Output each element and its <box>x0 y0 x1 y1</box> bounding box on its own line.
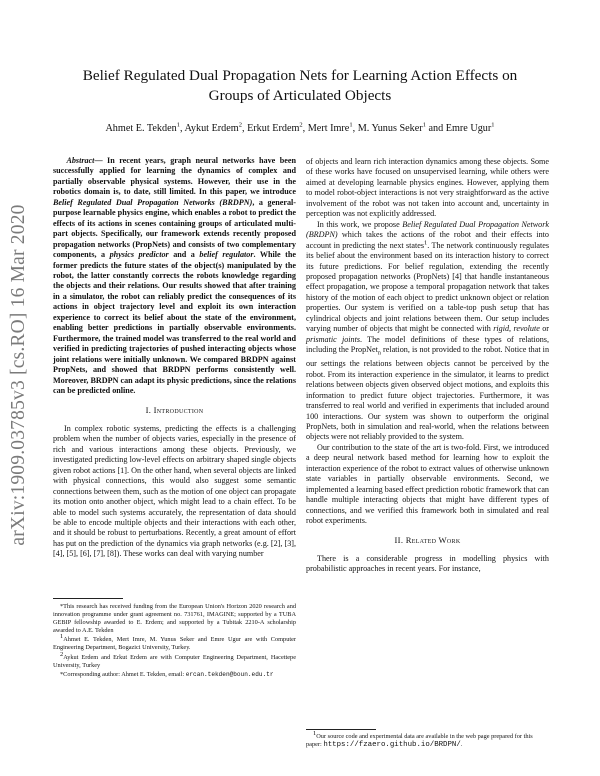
author-list: Ahmet E. Tekden$^1$, Aykut Erdem$^2$, Erkut Erdem$^2$, Mert Imre$^1$, M. Yunus Seker$^1$ and Emre Ugur$^1$ <box>105 121 495 134</box>
author-name: Aykut Erdem <box>184 123 239 134</box>
funding-footnote: *This research has received funding from the European Union's Horizon 2020 research and innovation programme under grant agreement no. 731761, IMAGINE; supported by a TUBA GEBIP fellowship awarded to E. Erdem; and supported by a Tubitak 2210-A scholarship awarded to A.E. Tekden <box>53 603 296 635</box>
author-affiliation-mark: 1 <box>349 121 353 129</box>
author-name: Ahmet E. Tekden <box>105 123 177 134</box>
right-column <box>306 157 549 575</box>
author-name: Erkut Erdem <box>247 123 300 134</box>
paper-title: Belief Regulated Dual Propagation Nets for Learning Action Effects on Groups of Articulated Objects <box>82 67 518 104</box>
abstract: Abstract— In recent years, graph neural networks have been successfully applied for learning the dynamics of complex and partially observable physical systems. However, their use in the robotics domain is, to date, still limited. In this paper, we introduce Belief Regulated Dual Propagation Networks (BRDPN), a general-purpose learnable physics engine, which enables a robot to predict the effects of its actions in scenes containing groups of articulated multi-part objects. Specifically, our framework extends recently proposed propagation networks (PropNets) and consists of two complementary components, a physics predictor and a belief regulator. While the former predicts the future states of the object(s) manipulated by the robot, the latter constantly corrects the robots knowledge regarding the objects and their relations. Our results showed that after training in a simulator, the robot can reliably predict the consequences of its actions in object trajectory level and exploit its own interaction experience to correct its belief about the state of the environment, enabling better predictions in partially observable environments. Furthermore, the trained model was transferred to the real world and verified in predicting trajectories of pushed interacting objects whose joint relations were initially unknown. We compared BRDPN against PropNets, and showed that BRDPN performs consistently well. Moreover, BRDPN can adapt its physic predictions, since the relations can be predicted online. <box>53 156 296 395</box>
arxiv-stamp <box>2 140 36 610</box>
intro-paragraph-3: In this work, we propose Belief Regulated Dual Propagation Network (BRDPN) which takes the actions of the robot and their effects into account in predicting the next states$^1$. The network continuously regulates its belief about the environment based on its interaction history to correct its future predictions. For belief regulation, extending the recently proposed propagation networks (PropNets) [4] that handle instantaneous effect propagation, we propose a temporal propagation network that takes history of the motion of each object to predict unknown object or relation properties. Our system is verified on a table-top push setup that has cylindrical objects and joint relations between them. Our setup includes varying number of objects that might be connected with rigid, revolute or prismatic joints. The model definitions of these types of relations, including the PropNet$_n$ relation, is not provided to the robot. Notice that in our settings the relations between objects cannot be perceived by the robot. From its interaction experience in the simulator, it learns to predict relations between objects given observed object motions, and exploits this information to predict future object trajectories. Furthermore, it was transferred to real world and verified in experiments that included around 100 interactions. Our system was shown to outperform the original PropNets, both in simulation and real-world, when the relations between objects were not reliably provided to the system. <box>306 219 550 442</box>
footnote-divider <box>53 598 123 599</box>
author-affiliation-mark: 2 <box>238 121 242 129</box>
affiliation-footnote-2: $^2$Aykut Erdem and Erkut Erdem are with Computer Engineering Department, Hacettepe University, Turkey <box>53 650 296 669</box>
author-name: Emre Ugur <box>445 123 492 134</box>
intro-paragraph-4: Our contribution to the state of the art is two-fold. First, we introduced a deep neural network based method for learning how to exploit the interaction experience of the robot to extract values of otherwise unknown state variables in partially observable environments. Second, we implemented a learning based effect prediction robotic framework that can handle multiple interacting objects that might have different types of connections, and we verified this framework both in simulated and real robot experiments. <box>306 442 549 526</box>
corresponding-footnote: *Corresponding author: Ahmet E. Tekden, email: ercan.tekden@boun.edu.tr <box>60 670 274 678</box>
author-affiliation-mark: 1 <box>176 121 180 129</box>
footnote-divider-right <box>306 729 376 730</box>
footnotes-left <box>53 603 296 680</box>
model-name: Belief Regulated Dual Propagation Networks (BRDPN) <box>53 197 253 207</box>
project-url-link[interactable]: https://fzaero.github.io/BRDPN/ <box>323 741 461 750</box>
abstract-label: Abstract <box>66 156 95 165</box>
abstract-text-1: In recent years, graph neural networks have been successfully applied for learning the dynamics of complex and partially observable physical systems. However, their use in the robotics domain is, to date, still limited. In this paper, we introduce <box>53 156 296 197</box>
author-affiliation-mark: 1 <box>491 121 495 129</box>
section-heading-introduction: I. Introduction <box>145 405 204 416</box>
physics-predictor-term: physics predictor <box>109 250 169 260</box>
author-affiliation-mark: 1 <box>422 121 426 129</box>
intro-paragraph-2: of objects and learn rich interaction dynamics among these objects. Some of these works have focused on unsupervised learning, while others were aimed at developing learnable physics engines. However, applying them to model robot-object interactions is not very straightforward as the active involvement of the robot was not taken into account and, uncertainty in perception was not explicitly addressed. <box>306 157 549 219</box>
email-link[interactable]: ercan.tekden@boun.edu.tr <box>185 670 274 678</box>
belief-regulator-term: belief regulator <box>199 250 254 260</box>
author-name: Mert Imre <box>307 123 350 134</box>
arxiv-identifier: arXiv:1909.03785v3 [cs.RO] 16 Mar 2020 <box>8 204 29 546</box>
left-column <box>53 156 296 560</box>
author-affiliation-mark: 2 <box>299 121 303 129</box>
section-heading-related-work: II. Related Work <box>394 535 461 546</box>
affiliation-footnote-1: $^1$Ahmet E. Tekden, Mert Imre, M. Yunus Seker and Emre Ugur are with Computer Engineering Department, Bogazici University, Turkey. <box>53 633 296 652</box>
intro-paragraph-1: In complex robotic systems, predicting the effects is a challenging problem when the number of objects varies, especially in the presence of rich and various interactions among these objects. Previously, we investigated predicting low-level effects on arbitrary shaped single objects given robot actions [1]. On the other hand, when several objects are linked with physical connections, this would also suggest some semantic connections between them, such as the motion of one object can propagate its motion onto another object, which might lead to a chain effect. To be able to model such systems accurately, the representation of data should be able to encode multiple objects and their interactions with each other, and it should be robust to perturbations. Recently, a great amount of effort has put on the prediction of the dynamics via graph networks (e.g. [2], [3], [4], [5], [6], [7], [8]). These works can deal with varying number <box>53 423 296 559</box>
related-paragraph-1: There is a considerable progress in modelling physics with probabilistic approaches in recent years. For instance, <box>306 553 549 574</box>
code-footnote: $^1$Our source code and experimental data are available in the web page prepared for this paper: https://fzaero.github.io/BRDPN/. <box>306 729 533 750</box>
author-name: M. Yunus Seker <box>357 123 423 134</box>
